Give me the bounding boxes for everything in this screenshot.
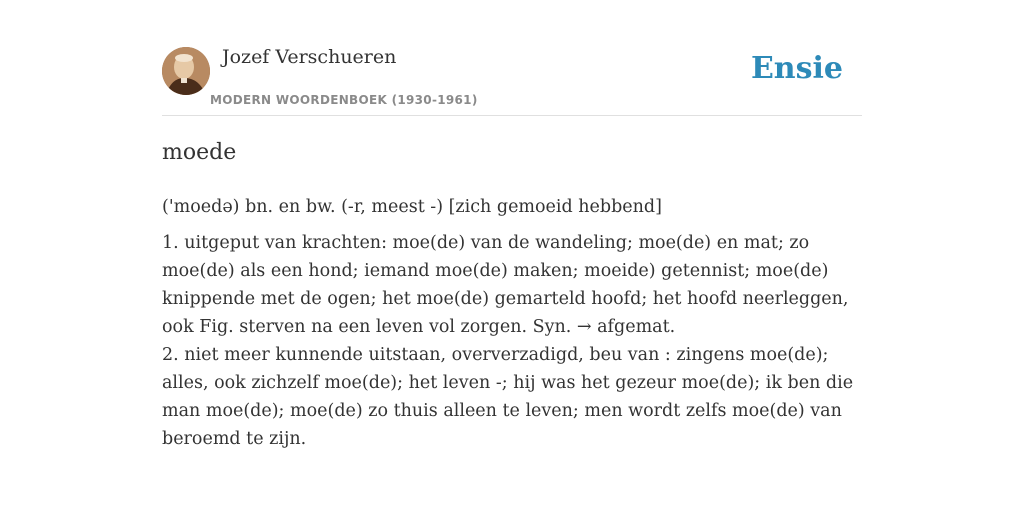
entry-body bbox=[162, 193, 862, 453]
entry-pronunciation: ('moedə) bn. en bw. (-r, meest -) [zich gemoeid hebbend] bbox=[162, 197, 662, 217]
entry-headword: moede bbox=[162, 140, 237, 165]
entry-sense-2: 2. niet meer kunnende uitstaan, oververzadigd, beu van : zingens moe(de); alles, ook zichzelf moe(de); het leven -; hij was het gezeur moe(de); ik ben die man moe(de); moe(de) zo thuis alleen te leven; men wordt zelfs moe(de) van beroemd te zijn. bbox=[162, 345, 854, 449]
author-avatar bbox=[162, 47, 210, 95]
entry-senses bbox=[162, 229, 862, 453]
site-logo[interactable]: Ensie bbox=[750, 51, 843, 86]
entry-sense-1: 1. uitgeput van krachten: moe(de) van de wandeling; moe(de) en mat; zo moe(de) als een hond; iemand moe(de) maken; moeide) getennist; moe(de) knippende met de ogen; het moe(de) gemarteld hoofd; het hoofd neerleggen, ook Fig. sterven na een leven vol zorgen. Syn. → afgemat. bbox=[162, 233, 849, 337]
portrait-icon bbox=[162, 47, 210, 95]
header-divider bbox=[162, 115, 862, 116]
author-name[interactable]: Jozef Verschueren bbox=[222, 46, 397, 68]
dictionary-source[interactable]: MODERN WOORDENBOEK (1930-1961) bbox=[210, 93, 478, 107]
